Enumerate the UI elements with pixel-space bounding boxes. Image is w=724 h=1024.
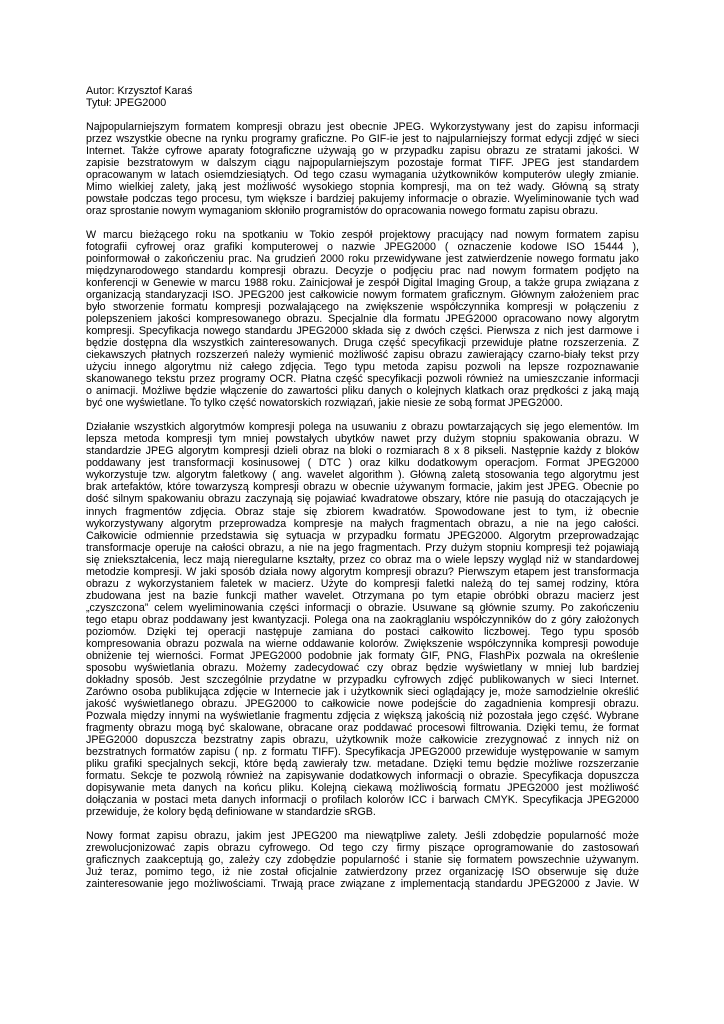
text-line: standardzie JPEG algorytm kompresji dzieli obraz na bloki o rozmiarach 8 x 8 pikseli. Następnie każdy z bloków	[86, 445, 639, 458]
text-line: dopisywanie meta danych na końcu pliku. Kolejną ciekawą możliwością formatu JPEG2000 jest możliwość	[86, 781, 639, 794]
text-line: kompresowania obrazu pozwala na wierne oddawanie kolorów. Zwiększenie współczynnika kompresji powoduje	[86, 637, 639, 650]
text-line: Mimo wielkiej zalety, jaką jest możliwość wysokiego stopnia kompresji, ma on też wady. Główną są straty	[86, 181, 639, 194]
text-line: zainteresowanie jego możliwościami. Trwają prace związane z implementacją standardu JPEG2000 z Javie. W	[86, 877, 639, 890]
text-line: lepsza metoda kompresji tym mniej powstałych ubytków nawet przy dużym stopniu spakowania obrazu. W	[86, 433, 639, 446]
text-line: polepszeniem jakości kompresowanego obrazu. Specjalnie dla formatu JPEG2000 opracowano nowy algorytm	[86, 313, 639, 326]
text-line: oraz sprostanie nowym wymaganiom skłoniło programistów do opracowania nowego formatu zapisu obrazu.	[86, 205, 599, 218]
text-line: tego etapu obraz poddawany jest kwantyzacji. Polega ona na zaokrąglaniu współczynników do z góry założonych	[86, 613, 639, 626]
text-line: przez wszystkie obecne na rynku programy graficzne. Po GIF-ie jest to najpularniejszy format edycji zdjęć w sieci	[86, 133, 639, 146]
text-line: Już teraz, pomimo tego, iż nie został oficjalnie zatwierdzony przez organizację ISO obserwuje się duże	[86, 865, 639, 878]
text-line: obniżenie tej wierności. Format JPEG2000 podobnie jak formaty GIF, PNG, FlashPix pozwala na określenie	[86, 649, 639, 662]
text-line: Całkowicie odmiennie przedstawia się sytuacja w przypadku formatu JPEG2000. Algorytm przeprowadzając	[86, 529, 639, 542]
text-line: transformacje operuje na całości obrazu, a nie na jego fragmentach. Przy dużym stopniu kompresji też pojawiają	[86, 541, 639, 554]
text-line: konferencji w Genewie w marcu 1988 roku. Zainicjował je zespół Digital Imaging Group, a także grupa związana z	[86, 277, 639, 290]
text-line: ciekawszych płatnych rozszerzeń należy wymienić możliwość zapisu obrazu zawierający czarno-biały tekst przy	[86, 349, 639, 362]
text-line: bezstratnych formatów zapisu ( np. z formatu TIFF). Specyfikacja JPEG2000 przewiduje występowanie w samym	[86, 745, 639, 758]
paragraph-2	[86, 229, 639, 409]
text-line: poinformował o zakończeniu prac. Na grudzień 2000 roku przewidywane jest zatwierdzenie nowego formatu jako	[86, 253, 639, 266]
text-line: innych fragmentów zdjęcia. Obraz staje się zbiorem kwadratów. Spowodowane jest to tym, iż obecnie	[86, 505, 639, 518]
text-line: brak artefaktów, które towarzyszą kompresji obrazu w obecnie używanym formacie, jakim jest JPEG. Obecnie po	[86, 481, 639, 494]
text-line: skanowanego tekstu przez programy OCR. Płatna część specyfikacji pozwoli również na umieszczanie informacji	[86, 373, 639, 386]
text-line: sposobu wyświetlania obrazu. Możemy zadecydować czy obraz będzie wyświetlany w mniej lub bardziej	[86, 661, 639, 674]
text-line: Zarówno osoba publikująca zdjęcie w Internecie jak i użytkownik sieci oglądający je, może samodzielnie określić	[86, 685, 639, 698]
text-line: wykorzystuje tzw. algorytm faletkowy ( ang. wavelet algorithm ). Główną zaletą stosowania tego algorytmu jest	[86, 469, 639, 482]
text-line: Nowy format zapisu obrazu, jakim jest JPEG200 ma niewątpliwe zalety. Jeśli zdobędzie popularność może	[86, 829, 639, 842]
text-line: JPEG2000 dopuszcza bezstratny zapis obrazu, użytkownik może całkowicie zrezygnować z innych niż on	[86, 733, 639, 746]
text-line: fragmenty obrazu mogą być skalowane, obracane oraz poddawać procesowi filtrowania. Dzięki temu, że format	[86, 721, 639, 734]
text-line: wykorzystywany algorytm przeprowadza kompresje na małych fragmentach obrazu, a nie na jego całości.	[86, 517, 639, 530]
text-line: graficznych zaakceptują go, zależy czy zdobędzie popularność i stanie się formatem powszechnie używanym.	[86, 853, 639, 866]
text-line: dołączania w postaci meta danych informacji o profilach kolorów ICC i barwach CMYK. Specyfikacja JPEG2000	[86, 793, 639, 806]
text-line: organizacją standaryzacji ISO. JPEG200 jest całkowicie nowym formatem graficznym. Głównym założeniem prac	[86, 289, 639, 302]
text-line: zrewolucjonizować zapis obrazu cyfrowego. Od tego czy firmy piszące oprogramowanie do zastosowań	[86, 841, 639, 854]
text-line: powstałe podczas tego procesu, tym większe i bardziej pakujemy informacje o obrazie. Wyeliminowanie tych wad	[86, 193, 639, 206]
text-line: „czyszczona” celem wyeliminowania części informacji o obrazie. Usuwane są głównie szumy. Po zakończeniu	[86, 601, 639, 614]
text-line: być one wyświetlane. To tylko część nowatorskich rozwiązań, jakie niesie ze sobą format JPEG2000.	[86, 397, 563, 410]
text-line: Pozwala między innymi na wyświetlanie fragmentu zdjęcia z większą jakością niż pozostała jego część. Wybrane	[86, 709, 639, 722]
text-line: użyciu innego algorytmu niż całego zdjęcia. Tego typu metoda zapisu pozwoli na lepsze rozpoznawanie	[86, 361, 639, 374]
text-line: się zniekształcenia, lecz mają nieregularne kształty, przez co obraz ma o wiele lepszy wygląd niż w standardowej	[86, 553, 639, 566]
text-line: poddawany jest transformacji kosinusowej ( DTC ) oraz kilku dodatkowym operacjom. Format JPEG2000	[86, 457, 639, 470]
title-line: Tytuł: JPEG2000	[86, 97, 167, 110]
text-line: dokładny sposób. Jest szczególnie przydatne w przypadku cyfrowych zdjęć publikowanych w sieci Internet.	[86, 673, 639, 686]
text-line: Działanie wszystkich algorytmów kompresji polega na usuwaniu z obrazu powtarzających się jego elementów. Im	[86, 421, 639, 434]
text-line: przewiduje, że kolory będą definiowane w standardzie sRGB.	[86, 805, 376, 818]
document-body	[86, 121, 639, 890]
text-line: obrazu z wykorzystaniem faletek w macierz. Użyte do kompresji faletki należą do tej samej rodziny, która	[86, 577, 639, 590]
text-line: będzie dostępna dla wszystkich zainteresowanych. Druga część specyfikacji przewiduje płatne rozszerzenia. Z	[86, 337, 639, 350]
text-line: międzynarodowego standardu kompresji obrazu. Decyzje o podjęciu prac nad nowym formatem podjęto na	[86, 265, 639, 278]
text-line: dość silnym spakowaniu obrazu zaczynają się pojawiać kwadratowe obszary, które nie pasują do otaczających je	[86, 493, 639, 506]
text-line: W marcu bieżącego roku na spotkaniu w Tokio zespół projektowy pracujący nad nowym formatem zapisu	[86, 229, 639, 242]
text-line: jakość wyświetlanego obrazu. JPEG2000 to całkowicie nowe podejście do zagadnienia kompresji obrazu.	[86, 697, 639, 710]
text-line: pliku grafiki specjalnych sekcji, które będą zawierały tzw. metadane. Dzięki temu będzie możliwe rozszerzanie	[86, 757, 639, 770]
paragraph-4	[86, 830, 639, 890]
text-line: o animacji. Możliwe będzie włączenie do zawartości pliku danych o kolejnych klatkach oraz prędkości z jaką mają	[86, 385, 639, 398]
text-line: fotografii cyfrowej oraz grafiki komputerowej o nazwie JPEG2000 ( oznaczenie kodowe ISO 15444 ),	[86, 241, 639, 254]
text-line: opracowanym w latach osiemdziesiątych. Od tego czasu wymagania użytkowników komputerów uległy zmianie.	[86, 169, 639, 182]
text-line: Internet. Także cyfrowe aparaty fotograficzne używają go w przypadku zapisu obrazu ze stratami jakości. W	[86, 145, 639, 158]
text-line: formatu. Sekcje te pozwolą również na zapisywanie dodatkowych informacji o obrazie. Specyfikacja dopuszcza	[86, 769, 639, 782]
author-line: Autor: Krzysztof Karaś	[86, 85, 193, 97]
text-line: Najpopularniejszym formatem kompresji obrazu jest obecnie JPEG. Wykorzystywany jest do zapisu informacji	[86, 121, 639, 134]
text-line: zbudowana jest na bazie funkcji mather wavelet. Otrzymana po tym etapie obróbki obrazu macierz jest	[86, 589, 639, 602]
text-line: poziomów. Dzięki tej operacji następuje zamiana do postaci całkowito liczbowej. Tego typu sposób	[86, 625, 639, 638]
text-line: metodzie kompresji. W jaki sposób działa nowy algorytm kompresji obrazu? Pierwszym etapem jest transformacja	[86, 565, 639, 578]
text-line: zapisie bezstratowym w dalszym ciągu najpopularniejszym pozostaje format TIFF. JPEG jest standardem	[86, 157, 639, 170]
text-line: kompresji. Specyfikacja nowego standardu JPEG2000 składa się z dwóch części. Pierwsza z nich jest darmowe i	[86, 325, 639, 338]
paragraph-1	[86, 121, 639, 217]
text-line: było stworzenie formatu kompresji pozwalającego na zwiększenie współczynnika kompresji w połączeniu z	[86, 301, 639, 314]
paragraph-3	[86, 421, 639, 818]
